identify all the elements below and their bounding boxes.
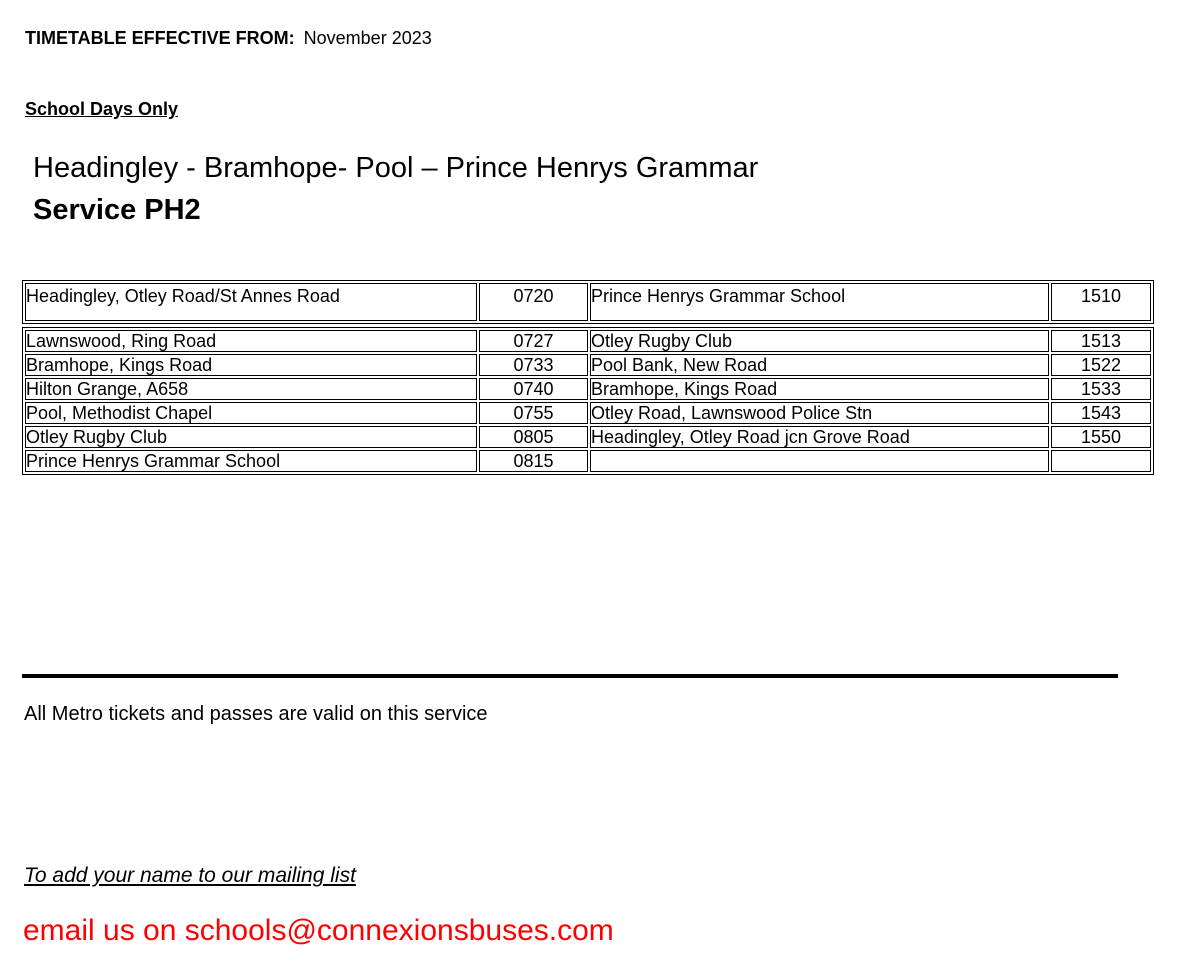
stop-name-cell: Prince Henrys Grammar School [590, 283, 1049, 321]
stop-name-cell: Pool Bank, New Road [590, 354, 1049, 376]
stop-name-cell: Bramhope, Kings Road [25, 354, 477, 376]
time-cell: 0755 [479, 402, 588, 424]
time-cell: 1543 [1051, 402, 1151, 424]
stop-name-cell: Headingley, Otley Road jcn Grove Road [590, 426, 1049, 448]
stop-name-cell: Pool, Methodist Chapel [25, 402, 477, 424]
email-contact-line: email us on schools@connexionsbuses.com [23, 914, 614, 947]
divider-rule [22, 674, 1118, 678]
stop-name-cell: Hilton Grange, A658 [25, 378, 477, 400]
time-cell: 0727 [479, 330, 588, 352]
table-row [25, 283, 1151, 321]
table-row [25, 402, 1151, 424]
stop-name-cell [590, 450, 1049, 472]
timetable-main-table [22, 327, 1154, 475]
effective-from-label: TIMETABLE EFFECTIVE FROM: [25, 28, 295, 48]
effective-from-value: November 2023 [303, 28, 432, 48]
title-block [33, 147, 758, 231]
effective-from-line [25, 28, 432, 49]
stop-name-cell: Otley Road, Lawnswood Police Stn [590, 402, 1049, 424]
stop-name-cell: Otley Rugby Club [25, 426, 477, 448]
stop-name-cell: Lawnswood, Ring Road [25, 330, 477, 352]
stop-name-cell: Bramhope, Kings Road [590, 378, 1049, 400]
stop-name-cell: Otley Rugby Club [590, 330, 1049, 352]
time-cell: 0805 [479, 426, 588, 448]
school-days-note: School Days Only [25, 99, 179, 119]
table-row [25, 426, 1151, 448]
timetable [22, 280, 1154, 475]
time-cell: 0733 [479, 354, 588, 376]
table-row [25, 378, 1151, 400]
time-cell: 1510 [1051, 283, 1151, 321]
time-cell: 1513 [1051, 330, 1151, 352]
route-title: Headingley - Bramhope- Pool – Prince Henrys Grammar [33, 152, 759, 184]
stop-name-cell: Headingley, Otley Road/St Annes Road [25, 283, 477, 321]
table-row [25, 450, 1151, 472]
service-title: Service PH2 [33, 194, 201, 226]
metro-validity-note: All Metro tickets and passes are valid on this service [24, 703, 488, 725]
timetable-first-row-table [22, 280, 1154, 324]
time-cell: 1522 [1051, 354, 1151, 376]
time-cell: 0720 [479, 283, 588, 321]
time-cell: 0815 [479, 450, 588, 472]
time-cell: 0740 [479, 378, 588, 400]
time-cell: 1533 [1051, 378, 1151, 400]
time-cell: 1550 [1051, 426, 1151, 448]
stop-name-cell: Prince Henrys Grammar School [25, 450, 477, 472]
table-row [25, 354, 1151, 376]
time-cell [1051, 450, 1151, 472]
table-row [25, 330, 1151, 352]
mailing-list-heading: To add your name to our mailing list [24, 864, 356, 887]
